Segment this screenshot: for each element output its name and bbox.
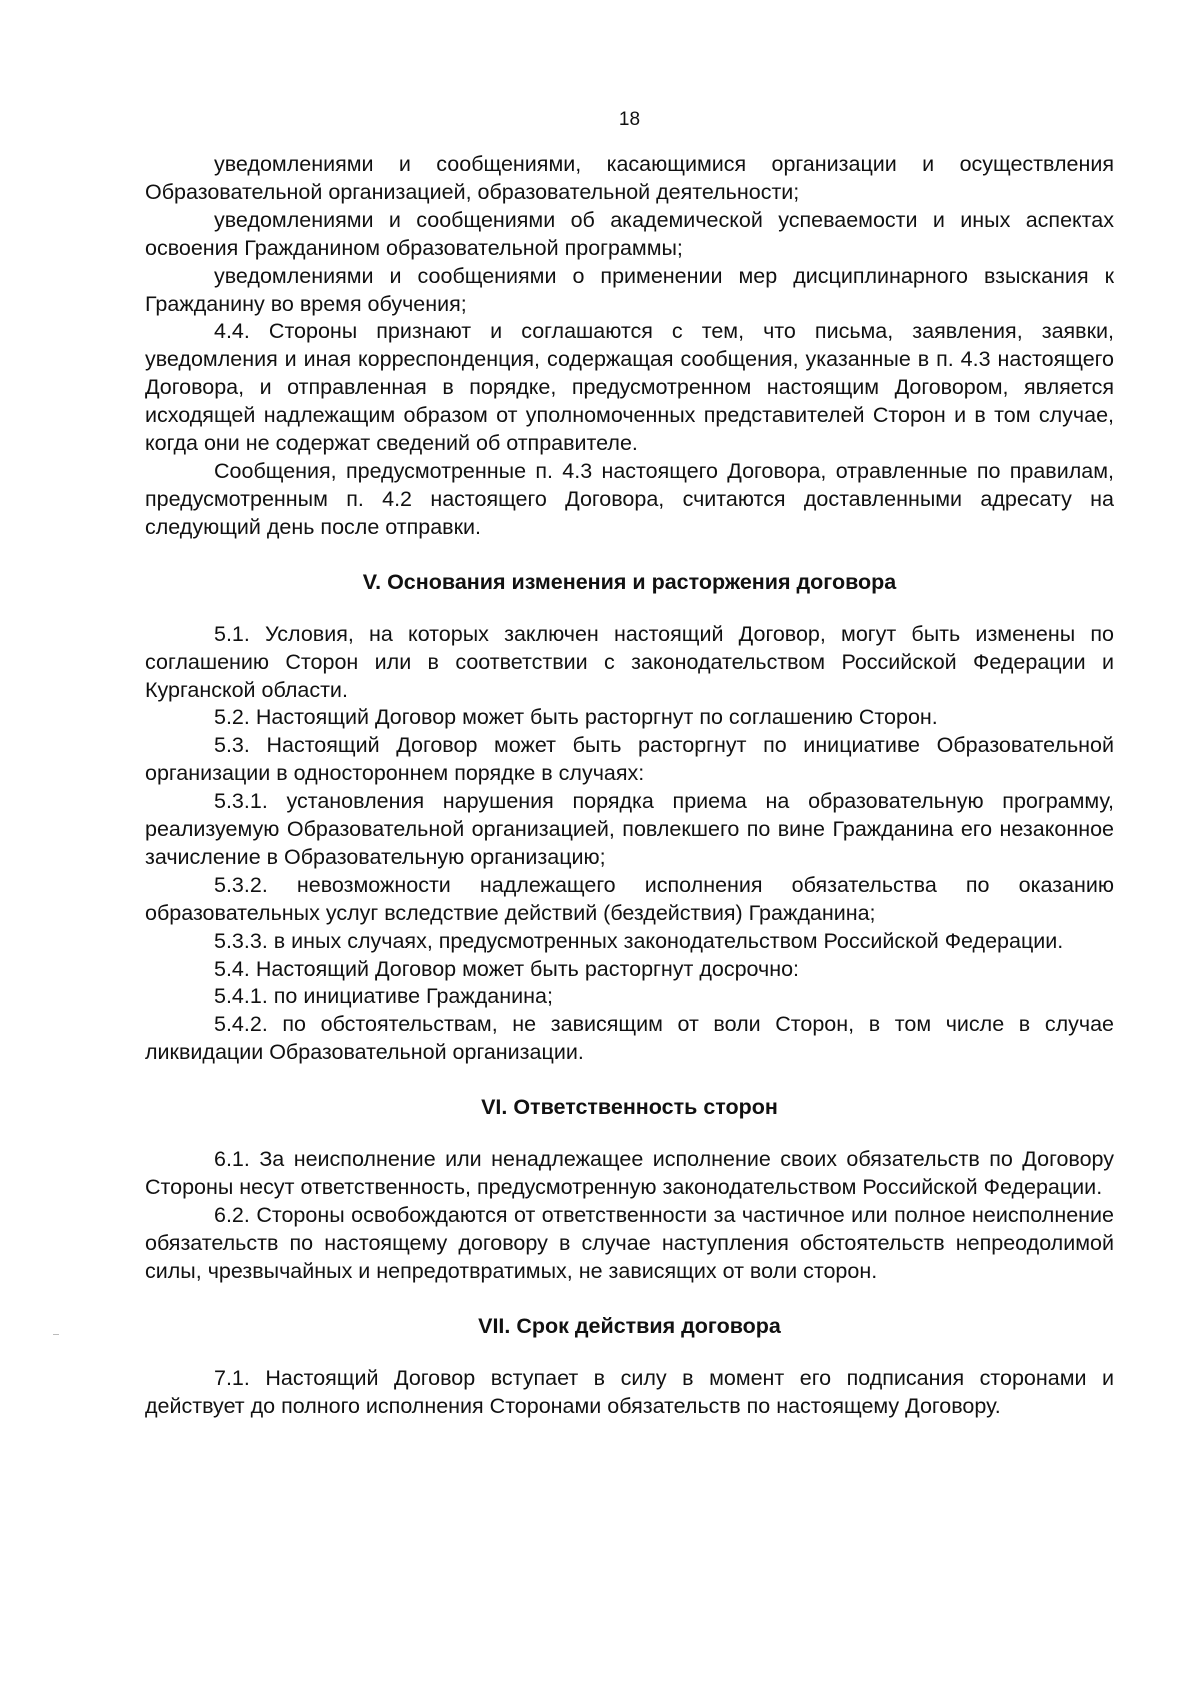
paragraph: 5.4.1. по инициативе Гражданина; bbox=[214, 984, 553, 1009]
paragraph: 5.3.1. установления нарушения порядка приема на образовательную программу, реализуемую Образовательной организацией, повлекшего по вине Гражданина его незаконное зачисление в Образовательную организацию; bbox=[145, 789, 1114, 869]
paragraph: 5.3. Настоящий Договор может быть расторгнут по инициативе Образовательной организации в одностороннем порядке в случаях: bbox=[145, 733, 1114, 786]
paragraph: 5.3.3. в иных случаях, предусмотренных законодательством Российской Федерации. bbox=[214, 928, 1064, 953]
paragraph: 7.1. Настоящий Договор вступает в силу в момент его подписания сторонами и действует до полного исполнения Сторонами обязательств по настоящему Договору. bbox=[145, 1365, 1114, 1418]
paragraph: 6.1. За неисполнение или ненадлежащее исполнение своих обязательств по Договору Стороны несут ответственность, предусмотренную законодательством Российской Федерации. bbox=[145, 1147, 1114, 1200]
paragraph: Сообщения, предусмотренные п. 4.3 настоящего Договора, отравленные по правилам, предусмотренным п. 4.2 настоящего Договора, считаются доставленными адресату на следующий день после отправки. bbox=[145, 458, 1114, 539]
paragraph: 5.4. Настоящий Договор может быть расторгнут досрочно: bbox=[214, 956, 800, 981]
section-heading: VII. Срок действия договора bbox=[478, 1313, 781, 1338]
paragraph: уведомлениями и сообщениями об академической успеваемости и иных аспектах освоения Гражданином образовательной программы; bbox=[145, 207, 1114, 260]
paragraph: 5.1. Условия, на которых заключен настоящий Договор, могут быть изменены по соглашению Сторон или в соответствии с законодательством Российской Федерации и Курганской области. bbox=[145, 621, 1114, 702]
page-number: 18 bbox=[618, 109, 641, 130]
document-body bbox=[145, 151, 1114, 1421]
scan-artifact bbox=[53, 1334, 59, 1335]
paragraph: уведомлениями и сообщениями, касающимися организации и осуществления Образовательной организацией, образовательной деятельности; bbox=[145, 152, 1114, 204]
section-heading: VI. Ответственность сторон bbox=[481, 1095, 778, 1120]
paragraph: 4.4. Стороны признают и соглашаются с тем, что письма, заявления, заявки, уведомления и иная корреспонденция, содержащая сообщения, указанные в п. 4.3 настоящего Договора, и отправленная в порядке, предусмотренном настоящим Договором, является исходящей надлежащим образом от уполномоченных представителей Сторон и в том случае, когда они не содержат сведений об отправителе. bbox=[145, 319, 1114, 456]
paragraph: 6.2. Стороны освобождаются от ответственности за частичное или полное неисполнение обязательств по настоящему договору в случае наступления обстоятельств непреодолимой силы, чрезвычайных и непредотвратимых, не зависящих от воли сторон. bbox=[145, 1203, 1114, 1283]
paragraph: уведомлениями и сообщениями о применении мер дисциплинарного взыскания к Гражданину во время обучения; bbox=[145, 263, 1114, 316]
paragraph: 5.3.2. невозможности надлежащего исполнения обязательства по оказанию образовательных услуг вследствие действий (бездействия) Гражданина; bbox=[145, 872, 1114, 925]
paragraph: 5.4.2. по обстоятельствам, не зависящим от воли Сторон, в том числе в случае ликвидации Образовательной организации. bbox=[145, 1012, 1114, 1065]
paragraph: 5.2. Настоящий Договор может быть расторгнут по соглашению Сторон. bbox=[214, 705, 938, 730]
section-heading: V. Основания изменения и расторжения договора bbox=[362, 569, 897, 594]
